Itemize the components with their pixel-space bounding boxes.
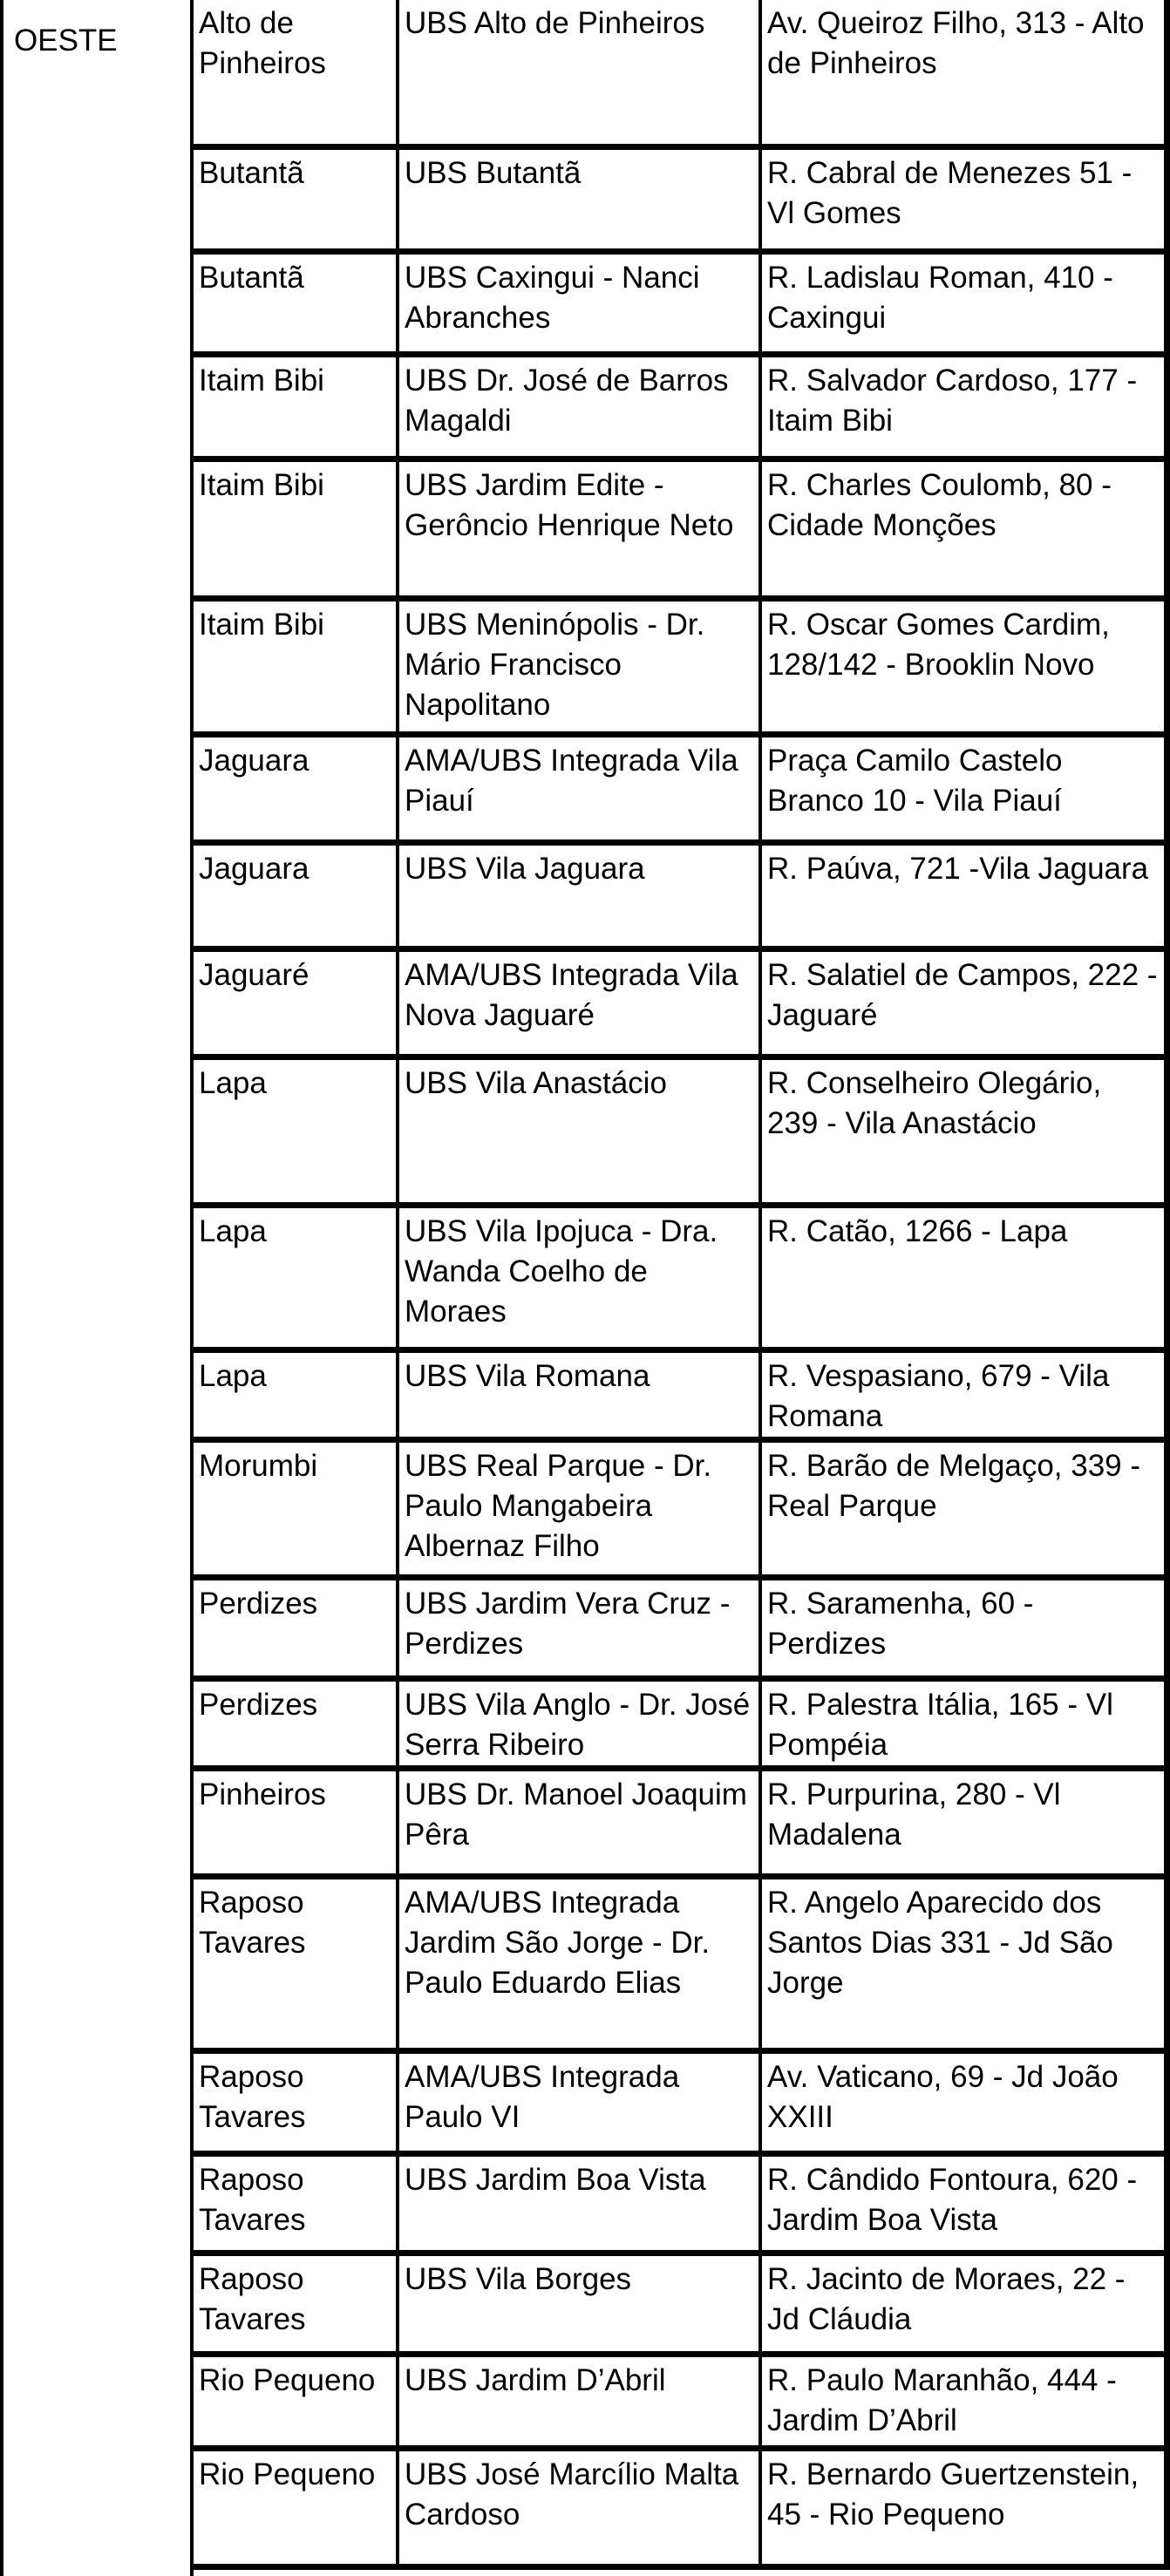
address-cell: R. Paúva, 721 -Vila Jaguara [760, 842, 1167, 948]
district-cell: Raposo Tavares [194, 2153, 398, 2253]
unit-name-cell: UBS Dr. Manoel Joaquim Pêra [398, 1768, 760, 1876]
unit-name-cell: UBS Jardim Vera Cruz - Perdizes [398, 1577, 760, 1678]
district-cell: Butantã [194, 251, 398, 354]
address-cell: Av. Queiroz Filho, 313 - Alto de Pinheiros [760, 0, 1167, 146]
table-row [194, 1439, 1167, 1577]
unit-name-cell: UBS Jardim Boa Vista [398, 2153, 760, 2253]
address-cell: R. Purpurina, 280 - Vl Madalena [760, 1768, 1167, 1876]
district-cell: Jaguara [194, 842, 398, 948]
table-row [194, 2448, 1167, 2566]
unit-name-cell: UBS Dr. José de Barros Magaldi [398, 354, 760, 459]
unit-name-cell: UBS Vila Anastácio [398, 1057, 760, 1205]
address-cell: Av. Vaticano, 69 - Jd João XXIII [760, 2050, 1167, 2153]
district-cell: Raposo Tavares [194, 2050, 398, 2153]
district-cell: Rio Pequeno [194, 2354, 398, 2448]
district-cell: Perdizes [194, 1678, 398, 1768]
region-label: OESTE [14, 24, 118, 58]
address-cell: R. Palestra Itália, 165 - Vl Pompéia [760, 1678, 1167, 1768]
health-units-table [194, 0, 1170, 2570]
unit-name-cell: UBS Vila Anglo - Dr. José Serra Ribeiro [398, 1678, 760, 1768]
address-cell: R. Vespasiano, 679 - Vila Romana [760, 1349, 1167, 1439]
unit-name-cell: AMA/UBS Integrada Paulo VI [398, 2050, 760, 2153]
address-cell: R. Charles Coulomb, 80 - Cidade Monções [760, 459, 1167, 598]
district-cell: Lapa [194, 1349, 398, 1439]
address-cell: R. Oscar Gomes Cardim, 128/142 - Brooklin Novo [760, 598, 1167, 734]
table-row [194, 459, 1167, 598]
unit-name-cell: UBS Butantã [398, 146, 760, 251]
district-cell: Raposo Tavares [194, 1876, 398, 2050]
address-cell: R. Angelo Aparecido dos Santos Dias 331 - Jd São Jorge [760, 1876, 1167, 2050]
table-row [194, 2050, 1167, 2153]
unit-name-cell: AMA/UBS Integrada Jardim São Jorge - Dr. Paulo Eduardo Elias [398, 1876, 760, 2050]
table-row [194, 598, 1167, 734]
district-cell: Itaim Bibi [194, 598, 398, 734]
unit-name-cell: UBS Vila Ipojuca - Dra. Wanda Coelho de Moraes [398, 1205, 760, 1349]
table-row [194, 251, 1167, 354]
district-cell: Jaguara [194, 734, 398, 842]
district-cell: Jaguaré [194, 948, 398, 1057]
district-cell: Raposo Tavares [194, 2253, 398, 2354]
table-row [194, 1057, 1167, 1205]
table-row [194, 1876, 1167, 2050]
district-cell: Lapa [194, 1205, 398, 1349]
unit-name-cell: AMA/UBS Integrada Vila Piauí [398, 734, 760, 842]
table-row [194, 1349, 1167, 1439]
table-row [194, 354, 1167, 459]
unit-name-cell: UBS Vila Jaguara [398, 842, 760, 948]
table-row [194, 1678, 1167, 1768]
table-body [194, 0, 1167, 2566]
district-cell: Itaim Bibi [194, 459, 398, 598]
district-cell: Lapa [194, 1057, 398, 1205]
address-cell: R. Salvador Cardoso, 177 - Itaim Bibi [760, 354, 1167, 459]
address-cell: R. Barão de Melgaço, 339 - Real Parque [760, 1439, 1167, 1577]
address-cell: R. Paulo Maranhão, 444 - Jardim D’Abril [760, 2354, 1167, 2448]
district-cell: Perdizes [194, 1577, 398, 1678]
address-cell: R. Cândido Fontoura, 620 - Jardim Boa Vista [760, 2153, 1167, 2253]
unit-name-cell: UBS Real Parque - Dr. Paulo Mangabeira Albernaz Filho [398, 1439, 760, 1577]
district-cell: Alto de Pinheiros [194, 0, 398, 146]
unit-name-cell: UBS José Marcílio Malta Cardoso [398, 2448, 760, 2566]
table-row [194, 2253, 1167, 2354]
unit-name-cell: UBS Caxingui - Nanci Abranches [398, 251, 760, 354]
address-cell: R. Bernardo Guertzenstein, 45 - Rio Pequeno [760, 2448, 1167, 2566]
table-row [194, 1768, 1167, 1876]
table-row [194, 2354, 1167, 2448]
table-row [194, 2153, 1167, 2253]
table-row [194, 1577, 1167, 1678]
unit-name-cell: UBS Jardim D’Abril [398, 2354, 760, 2448]
address-cell: R. Saramenha, 60 - Perdizes [760, 1577, 1167, 1678]
address-cell: R. Salatiel de Campos, 222 - Jaguaré [760, 948, 1167, 1057]
address-cell: R. Jacinto de Moraes, 22 - Jd Cláudia [760, 2253, 1167, 2354]
table-row [194, 948, 1167, 1057]
table-row [194, 1205, 1167, 1349]
address-cell: Praça Camilo Castelo Branco 10 - Vila Piauí [760, 734, 1167, 842]
district-cell: Itaim Bibi [194, 354, 398, 459]
unit-name-cell: AMA/UBS Integrada Vila Nova Jaguaré [398, 948, 760, 1057]
district-cell: Pinheiros [194, 1768, 398, 1876]
unit-name-cell: UBS Vila Romana [398, 1349, 760, 1439]
table-row [194, 146, 1167, 251]
unit-name-cell: UBS Alto de Pinheiros [398, 0, 760, 146]
table-row [194, 842, 1167, 948]
address-cell: R. Ladislau Roman, 410 - Caxingui [760, 251, 1167, 354]
unit-name-cell: UBS Jardim Edite - Gerôncio Henrique Neto [398, 459, 760, 598]
unit-name-cell: UBS Meninópolis - Dr. Mário Francisco Napolitano [398, 598, 760, 734]
district-cell: Butantã [194, 146, 398, 251]
district-cell: Morumbi [194, 1439, 398, 1577]
region-column [3, 0, 194, 2576]
district-cell: Rio Pequeno [194, 2448, 398, 2566]
table-row [194, 0, 1167, 146]
table-row [194, 734, 1167, 842]
address-cell: R. Catão, 1266 - Lapa [760, 1205, 1167, 1349]
unit-name-cell: UBS Vila Borges [398, 2253, 760, 2354]
address-cell: R. Cabral de Menezes 51 - Vl Gomes [760, 146, 1167, 251]
address-cell: R. Conselheiro Olegário, 239 - Vila Anastácio [760, 1057, 1167, 1205]
